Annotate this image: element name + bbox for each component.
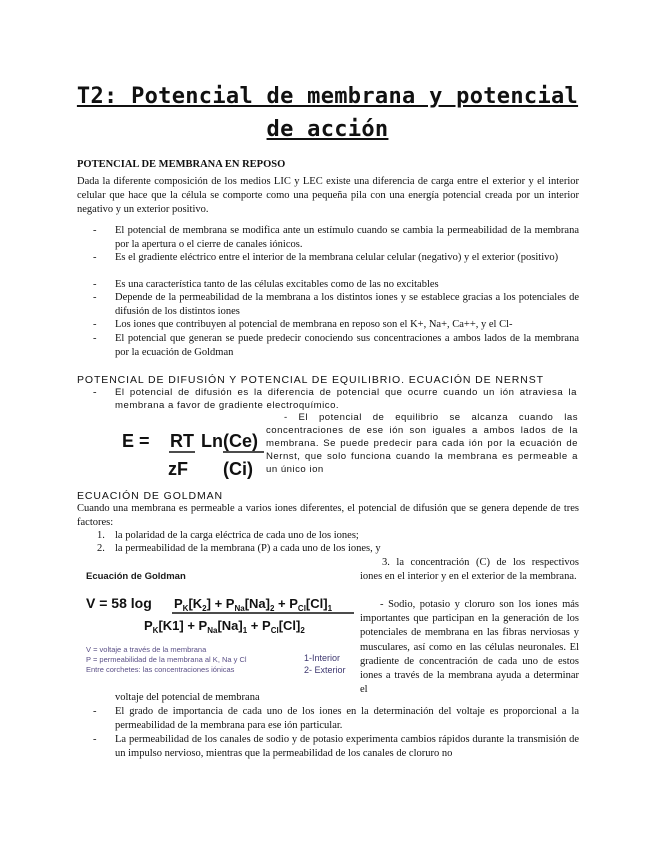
bullet-marker: -	[93, 225, 97, 236]
bullet-marker: -	[93, 706, 97, 717]
title-line-1: T2: Potencial de membrana y potencial	[76, 84, 579, 109]
bullet-text: El potencial que generan se puede predecir conociendo sus concentraciones a ambos lados de la membrana por la ecuación de Goldman	[115, 333, 579, 359]
figure-legend-p: P = permeabilidad de la membrana al K, Na y Cl	[86, 655, 247, 664]
equation-ce: (Ce)	[223, 431, 258, 451]
bullet-text: El grado de importancia de cada uno de los iones en la determinación del voltaje es proporcional a la permeabilidad de la membrana para ese ión particular.	[115, 706, 579, 732]
bullet-marker: -	[93, 252, 97, 263]
goldman-intro: Cuando una membrana es permeable a varios iones diferentes, el potencial de difusión que se genera depende de tres factores:	[77, 503, 579, 529]
section-heading-goldman: ECUACIÓN DE GOLDMAN	[77, 490, 224, 502]
figure-legend-v: V = voltaje a través de la membrana	[86, 645, 207, 654]
bullet-text: Es el gradiente eléctrico entre el interior de la membrana celular celular (negativo) y el exterior (positivo)	[115, 252, 559, 263]
bullet-marker: -	[93, 387, 97, 398]
bullet-marker: -	[93, 319, 97, 330]
bullet-marker: -	[93, 279, 97, 290]
bullet-text: Depende de la permeabilidad de la membrana a los distintos iones y se establece gracias a los potenciales de difusión de los distintos iones	[115, 292, 579, 318]
list-item-text: la permeabilidad de la membrana (P) a cada uno de los iones, y	[115, 543, 381, 554]
bullet-text-difusion: El potencial de difusión es la diferencia de potencial que ocurre cuando un ión atraviesa la membrana a favor de gradiente electroquímico.	[115, 387, 577, 411]
bullet-text: La permeabilidad de los canales de sodio y de potasio experimenta cambios rápidos durante la transmisión de un impulso nervioso, mientras que la permeabilidad de los canales de cloruro no	[115, 734, 579, 760]
equation-numerator: RT	[170, 431, 194, 451]
bullet-marker: -	[93, 292, 97, 303]
figure-legend-brackets: Entre corchetes: las concentraciones iónicas	[86, 665, 235, 674]
figure-tag-exterior: 2- Exterior	[304, 665, 346, 675]
bullet-text: Es una característica tanto de las células excitables como de las no excitables	[115, 279, 439, 290]
bullet-marker: -	[93, 333, 97, 344]
side-bullet-text: - Sodio, potasio y cloruro son los iones más importantes que participan en la generación de los potenciales de membrana en las fibras nerviosas y musculares, así como en las células neuronales. El gradiente de concentración de cada uno de estos iones a través de la membrana ayuda a determinar el	[360, 599, 579, 696]
title-line-2: de acción	[266, 117, 389, 142]
bullet-text: El potencial de membrana se modifica ante un estímulo cuando se cambia la permeabilidad de la membrana por la apertura o el cierre de canales iónicos.	[115, 225, 579, 251]
section-intro-reposo: Dada la diferente composición de los medios LIC y LEC existe una diferencia de carga entre el exterior y el interior celular que hace que la célula se comporte como una pequeña pila con una energía potencial creada por un interior negativo y un exterior positivo.	[77, 176, 579, 216]
list-item-3: 3. la concentración (C) de los respectivos iones en el interior y en el exterior de la membrana.	[360, 557, 579, 583]
bullet-marker: -	[93, 734, 97, 745]
list-number: 2.	[97, 543, 105, 554]
svg-text:PK[K2] + PNa[Na]2 + PCl[Cl]1: $P_K[K_2] + P_{Na}[Na]_2 + P_{Cl}[Cl]_1$	[174, 596, 333, 613]
svg-text:PK[K1] + PNa[Na]1 + PCl[Cl]2: $P_K[K1] + P_{Na}[Na]_1 + P_{Cl}[Cl]_2$	[144, 618, 305, 635]
section-heading-nernst: POTENCIAL DE DIFUSIÓN Y POTENCIAL DE EQUILIBRIO. ECUACIÓN DE NERNST	[77, 374, 544, 386]
page-title	[60, 80, 595, 146]
figure-tag-interior: 1-Interior	[304, 653, 341, 663]
equation-ci: (Ci)	[223, 459, 253, 479]
equation-lhs: E =	[122, 431, 150, 451]
equation-ln: Ln	[201, 431, 223, 451]
section-heading-reposo: POTENCIAL DE MEMBRANA EN REPOSO	[77, 159, 286, 170]
list-number: 1.	[97, 530, 105, 541]
figure-v-eq: V = 58 log	[86, 595, 152, 611]
goldman-equation-image	[82, 568, 354, 686]
nernst-equation-image	[118, 425, 264, 483]
equation-denominator: zF	[168, 459, 188, 479]
figure-title: Ecuación de Goldman	[86, 571, 186, 582]
continuation-text: voltaje del potencial de membrana	[115, 692, 260, 703]
bullet-text-equilibrio: - El potencial de equilibrio se alcanza cuando las concentraciones de ese ión son iguales a ambos lados de la membrana. Se puede predecir para cada ión por la ecuación de Nernst, que solo funciona cuando la membrana es permeable a un único ion	[266, 412, 578, 475]
bullet-text: Los iones que contribuyen al potencial de membrana en reposo son el K+, Na+, Ca++, y el Cl-	[115, 319, 513, 330]
list-item-text: la polaridad de la carga eléctrica de cada uno de los iones;	[115, 530, 359, 541]
